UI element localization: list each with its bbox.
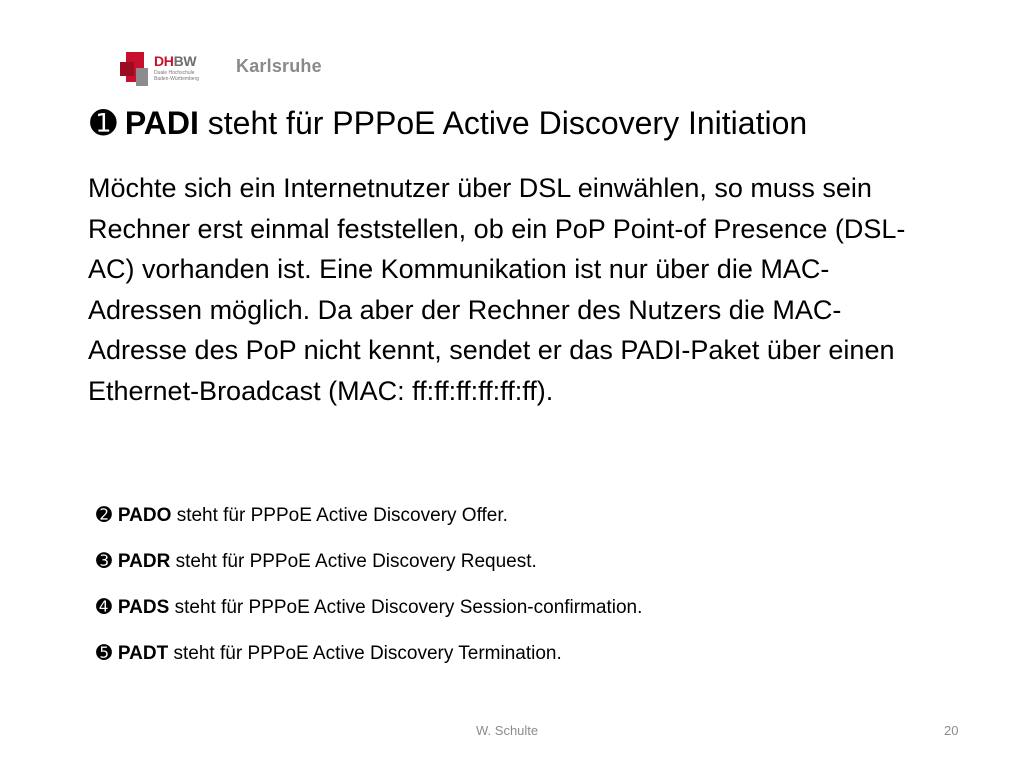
- list-item: [96, 548, 642, 594]
- list-item-term: PADR: [117, 551, 171, 572]
- footer-author: W. Schulte: [476, 723, 539, 738]
- list-item-text: steht für PPPoE Active Discovery Request.: [175, 551, 537, 572]
- list-item: [96, 502, 642, 548]
- list-item: [96, 640, 642, 686]
- heading-term: PADI: [124, 105, 199, 141]
- number-3-icon: ➌: [96, 551, 112, 572]
- number-5-icon: ➎: [96, 643, 112, 664]
- protocol-list: [96, 502, 642, 686]
- list-item-text: steht für PPPoE Active Discovery Offer.: [176, 505, 508, 526]
- list-item: [96, 594, 642, 640]
- logo-brand-text: DHBW: [154, 53, 197, 69]
- list-item-term: PADS: [117, 597, 170, 618]
- number-4-icon: ➍: [96, 597, 112, 618]
- dhbw-logo-mark-icon: [118, 50, 152, 90]
- list-item-term: PADO: [117, 505, 172, 526]
- logo-subtitle-line1: Duale Hochschule: [154, 70, 195, 76]
- list-item-text: steht für PPPoE Active Discovery Session-confirmation.: [174, 597, 643, 618]
- slide-heading: [90, 104, 807, 142]
- body-paragraph: Möchte sich ein Internetnutzer über DSL einwählen, so muss sein Rechner erst einmal feststellen, ob ein PoP Point-of Presence (DSL-AC) vorhanden ist. Eine Kommunikation ist nur über die MAC-Adressen möglich. Da aber der Rechner des Nutzers die MAC-Adresse des PoP nicht kennt, sendet er das PADI-Paket über einen Ethernet-Broadcast (MAC: ff:ff:ff:ff:ff:ff).: [88, 173, 906, 406]
- list-item-text: steht für PPPoE Active Discovery Termination.: [173, 643, 562, 664]
- dhbw-logo: [118, 50, 328, 92]
- list-item-term: PADT: [117, 643, 169, 664]
- page-number: 20: [944, 723, 959, 738]
- heading-number-icon: ➊: [90, 105, 117, 141]
- logo-subtitle-line2: Baden-Württemberg: [154, 76, 200, 82]
- logo-city: Karlsruhe: [236, 56, 322, 76]
- heading-text: steht für PPPoE Active Discovery Initiation: [207, 105, 808, 141]
- number-2-icon: ➋: [96, 505, 112, 526]
